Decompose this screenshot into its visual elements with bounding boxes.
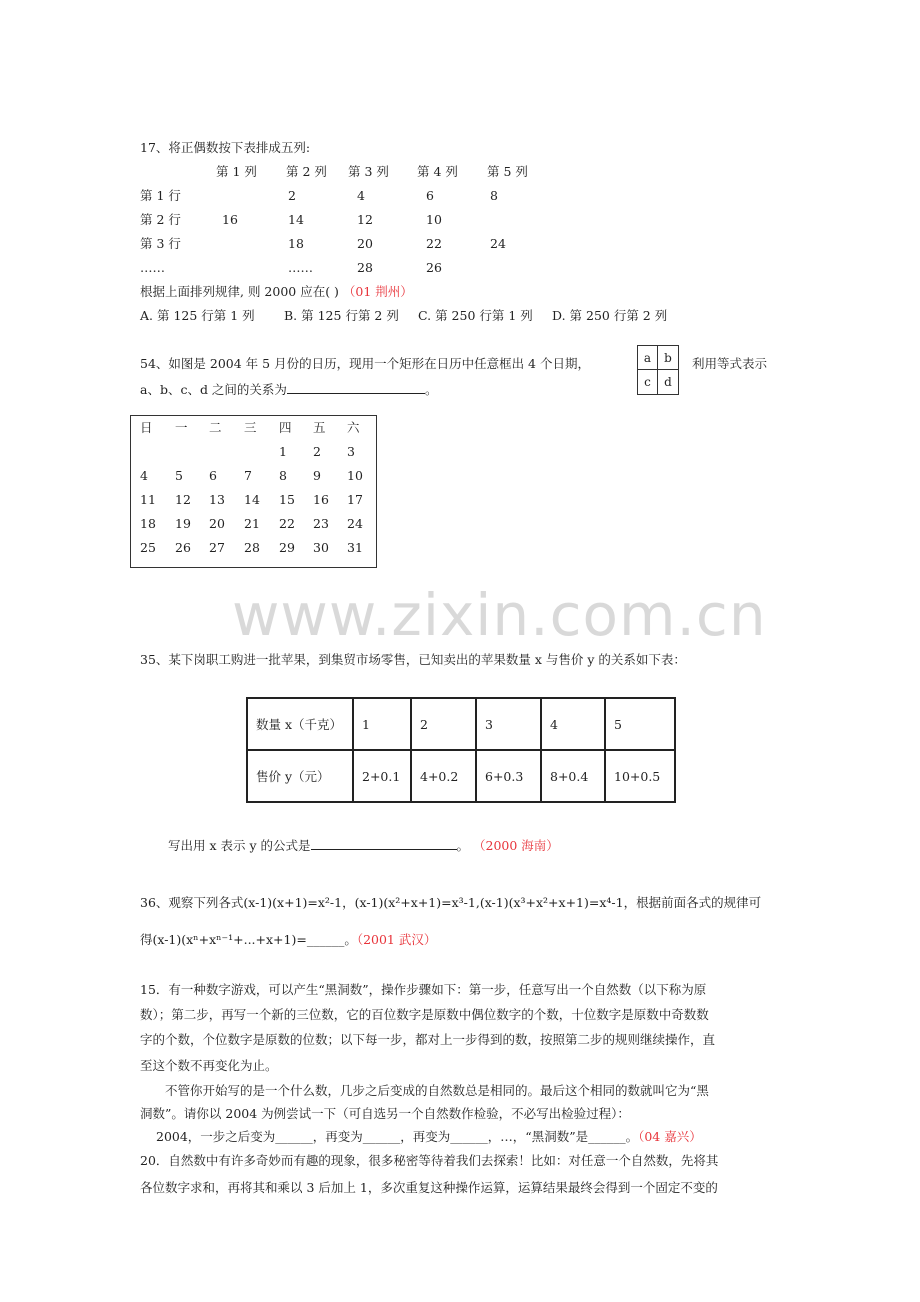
table-cell: 22 xyxy=(426,236,442,251)
weekday-header: 一 xyxy=(175,420,188,435)
calendar-day: 29 xyxy=(279,540,295,555)
table-cell: 12 xyxy=(357,212,373,227)
table-cell: 2 xyxy=(288,188,296,203)
xy-table xyxy=(246,697,676,803)
answer-blank xyxy=(287,381,425,394)
table-cell: 4 xyxy=(357,188,365,203)
calendar-day: 6 xyxy=(209,468,217,483)
calendar-day: 25 xyxy=(140,540,156,555)
table-cell: 26 xyxy=(426,260,442,275)
table-cell: 14 xyxy=(288,212,304,227)
option-b: B. 第 125 行第 2 列 xyxy=(284,308,399,323)
calendar-day: 23 xyxy=(313,516,329,531)
calendar-day: 28 xyxy=(244,540,260,555)
calendar-day: 20 xyxy=(209,516,225,531)
table-cell: 18 xyxy=(288,236,304,251)
calendar-day: 10 xyxy=(347,468,363,483)
col-header: 第 4 列 xyxy=(417,164,458,179)
table-row xyxy=(247,698,675,750)
weekday-header: 日 xyxy=(140,420,153,435)
row-label: 第 2 行 xyxy=(140,212,181,227)
q35-text: 35、某下岗职工购进一批苹果，到集贸市场零售，已知卖出的苹果数量 x 与售价 y 的关系如下表： xyxy=(140,652,686,667)
q54-line1-end: 利用等式表示 xyxy=(692,356,768,371)
table-cell: 1 xyxy=(353,698,411,750)
option-c: C. 第 250 行第 1 列 xyxy=(418,308,533,323)
answer-blank xyxy=(311,837,457,850)
table-cell: 24 xyxy=(490,236,506,251)
q20-line: 各位数字求和，再将其和乘以 3 后加上 1，多次重复这种操作运算，运算结果最终会得到一个固定不变的 xyxy=(140,1180,718,1195)
q35-ask-text: 写出用 x 表示 y 的公式是 xyxy=(168,838,311,853)
table-row xyxy=(247,750,675,802)
table-cell: 20 xyxy=(357,236,373,251)
option-d: D. 第 250 行第 2 列 xyxy=(552,308,668,323)
calendar-day: 17 xyxy=(347,492,363,507)
table-cell: 28 xyxy=(357,260,373,275)
row-label: …… xyxy=(140,260,165,275)
table-cell: 16 xyxy=(222,212,238,227)
source-note: （04 嘉兴） xyxy=(638,1129,702,1144)
calendar-day: 31 xyxy=(347,540,363,555)
table-cell: …… xyxy=(288,260,313,275)
table-cell: 售价 y（元） xyxy=(247,750,353,802)
table-cell: 4+0.2 xyxy=(411,750,476,802)
table-cell: 5 xyxy=(605,698,675,750)
calendar-day: 21 xyxy=(244,516,260,531)
table-cell: 3 xyxy=(476,698,541,750)
col-header: 第 5 列 xyxy=(487,164,528,179)
table-cell: 10 xyxy=(426,212,442,227)
row-label: 第 3 行 xyxy=(140,236,181,251)
box-d: d xyxy=(664,375,672,389)
calendar-day: 11 xyxy=(140,492,156,507)
weekday-header: 六 xyxy=(347,420,360,435)
table-cell: 6+0.3 xyxy=(476,750,541,802)
watermark: www.zixin.com.cn xyxy=(232,581,767,649)
option-a: A. 第 125 行第 1 列 xyxy=(140,308,255,323)
table-cell: 8 xyxy=(490,188,498,203)
calendar-day: 3 xyxy=(347,444,355,459)
calendar-day: 12 xyxy=(175,492,191,507)
box-b: b xyxy=(658,346,678,370)
box-c: c xyxy=(638,370,658,394)
q15-line: 15．有一种数字游戏，可以产生“黑洞数”，操作步骤如下：第一步，任意写出一个自然数（以下称为原 xyxy=(140,982,707,997)
calendar-day: 14 xyxy=(244,492,260,507)
table-cell: 6 xyxy=(426,188,434,203)
q36-line2-text: 得(x-1)(xⁿ+xⁿ⁻¹+...+x+1)=______。 xyxy=(140,932,357,947)
calendar-day: 15 xyxy=(279,492,295,507)
source-note: （2000 海南） xyxy=(473,838,559,853)
box-a: a xyxy=(638,346,658,370)
calendar-day: 13 xyxy=(209,492,225,507)
table-cell: 4 xyxy=(541,698,605,750)
q54-line2-text: a、b、c、d 之间的关系为 xyxy=(140,382,287,397)
calendar-day: 24 xyxy=(347,516,363,531)
calendar-day: 19 xyxy=(175,516,191,531)
table-cell: 数量 x（千克） xyxy=(247,698,353,750)
table-cell: 2+0.1 xyxy=(353,750,411,802)
source-note: （01 荆州） xyxy=(342,284,413,299)
calendar-day: 27 xyxy=(209,540,225,555)
calendar-day: 18 xyxy=(140,516,156,531)
calendar-day: 7 xyxy=(244,468,252,483)
calendar-day: 16 xyxy=(313,492,329,507)
q54-line1: 54、如图是 2004 年 5 月份的日历，现用一个矩形在日历中任意框出 4 个日期， xyxy=(140,356,590,371)
calendar-day: 1 xyxy=(279,444,287,459)
calendar-day: 8 xyxy=(279,468,287,483)
weekday-header: 四 xyxy=(279,420,292,435)
q54-line2 xyxy=(140,381,437,398)
table-cell: 8+0.4 xyxy=(541,750,605,802)
q15-line: 字的个数，个位数字是原数的位数；以下每一步，都对上一步得到的数，按照第二步的规则继续操作，直 xyxy=(140,1032,716,1047)
q15-line: 不管你开始写的是一个什么数，几步之后变成的自然数总是相同的。最后这个相同的数就叫它为“黑 xyxy=(140,1083,709,1098)
calendar-day: 22 xyxy=(279,516,295,531)
source-note: （2001 武汉） xyxy=(356,932,437,947)
calendar-day: 5 xyxy=(175,468,183,483)
q17-question-text: 根据上面排列规律, 则 2000 应在( ) xyxy=(140,284,339,299)
q17-question xyxy=(140,284,413,300)
weekday-header: 二 xyxy=(209,420,222,435)
calendar-day: 30 xyxy=(313,540,329,555)
calendar-day: 9 xyxy=(313,468,321,483)
calendar-day: 26 xyxy=(175,540,191,555)
weekday-header: 三 xyxy=(244,420,257,435)
q15-line: 数）；第二步，再写一个新的三位数，它的百位数字是原数中偶位数字的个数，十位数字是原数中奇数数 xyxy=(140,1007,709,1022)
period: 。 xyxy=(456,838,470,853)
abcd-box xyxy=(637,345,679,395)
q20-line: 20．自然数中有许多奇妙而有趣的现象，很多秘密等待着我们去探索！比如：对任意一个自然数，先将其 xyxy=(140,1153,719,1168)
q15-line: 洞数”。请你以 2004 为例尝试一下（可自选另一个自然数作检验，不必写出检验过程）： xyxy=(140,1106,630,1121)
row-label: 第 1 行 xyxy=(140,188,181,203)
q15-line: 至这个数不再变化为止。 xyxy=(140,1058,278,1073)
col-header: 第 1 列 xyxy=(216,164,257,179)
q36-line2 xyxy=(140,932,436,948)
q35-ask xyxy=(168,837,559,854)
table-cell: 10+0.5 xyxy=(605,750,675,802)
calendar-day: 2 xyxy=(313,444,321,459)
weekday-header: 五 xyxy=(313,420,326,435)
q17-title: 17、将正偶数按下表排成五列: xyxy=(140,140,311,155)
col-header: 第 2 列 xyxy=(286,164,327,179)
col-header: 第 3 列 xyxy=(348,164,389,179)
period: 。 xyxy=(424,382,438,397)
q15-fill-text: 2004，一步之后变为______，再变为______，再变为______，…，“黑洞数”是______。 xyxy=(156,1129,639,1144)
q15-fill xyxy=(156,1129,702,1145)
table-cell: 2 xyxy=(411,698,476,750)
q36-line1: 36、观察下列各式(x-1)(x+1)=x²-1，(x-1)(x²+x+1)=x³-1,(x-1)(x³+x²+x+1)=x⁴-1，根据前面各式的规律可 xyxy=(140,895,762,910)
calendar-day: 4 xyxy=(140,468,148,483)
